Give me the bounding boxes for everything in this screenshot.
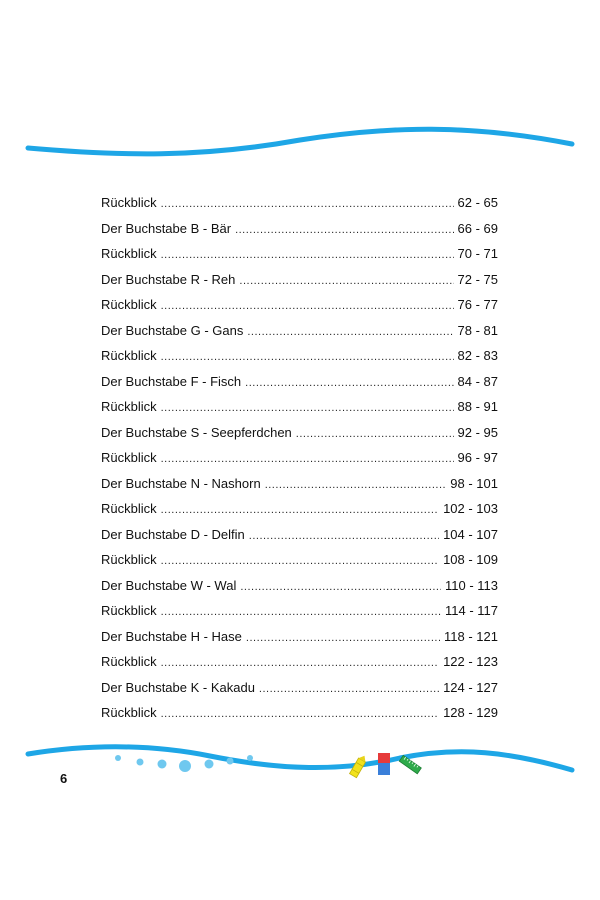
- toc-dot-leader: [265, 475, 447, 495]
- toc-entry: [101, 270, 498, 296]
- toc-entry-title: Rückblick: [101, 501, 157, 516]
- table-of-contents: [101, 193, 498, 729]
- toc-entry: [101, 346, 498, 372]
- toc-dot-leader: [161, 296, 454, 316]
- toc-dot-leader: [161, 245, 454, 265]
- toc-entry-pages: 122 - 123: [443, 654, 498, 669]
- toc-entry-pages: 92 - 95: [457, 424, 498, 440]
- toc-entry-pages: 124 - 127: [443, 679, 498, 695]
- toc-entry: [101, 678, 498, 704]
- toc-entry-pages: 72 - 75: [457, 271, 498, 287]
- toc-entry: [101, 525, 498, 551]
- toc-entry-pages: 102 - 103: [443, 501, 498, 516]
- toc-entry-pages: 62 - 65: [457, 195, 498, 210]
- toc-entry: [101, 601, 498, 627]
- toc-entry-title: Der Buchstabe S - Seepferdchen: [101, 424, 292, 440]
- page-number: 6: [60, 771, 68, 786]
- toc-entry: [101, 397, 498, 423]
- toc-entry-title: Der Buchstabe D - Delfin: [101, 526, 245, 542]
- toc-entry-pages: 118 - 121: [444, 628, 498, 644]
- toc-dot-leader: [239, 271, 453, 291]
- toc-entry-pages: 98 - 101: [450, 475, 498, 491]
- toc-entry-title: Rückblick: [101, 246, 157, 261]
- top-wave-decoration: [0, 118, 600, 168]
- toc-entry: [101, 423, 498, 449]
- bottom-wave-decoration: [0, 738, 600, 788]
- toc-dot-leader: [247, 322, 453, 342]
- toc-dot-leader: [161, 449, 454, 469]
- toc-entry: [101, 295, 498, 321]
- toc-entry: [101, 219, 498, 245]
- toc-dot-leader: [161, 500, 439, 520]
- toc-dot-leader: [245, 373, 453, 393]
- toc-entry: [101, 627, 498, 653]
- toc-entry-title: Rückblick: [101, 195, 157, 210]
- toc-dot-leader: [161, 551, 439, 571]
- toc-dot-leader: [240, 577, 441, 597]
- toc-entry-pages: 128 - 129: [443, 705, 498, 720]
- toc-dot-leader: [161, 398, 454, 418]
- toc-entry-pages: 78 - 81: [457, 322, 498, 338]
- toc-dot-leader: [296, 424, 454, 444]
- toc-entry: [101, 550, 498, 576]
- toc-entry-pages: 70 - 71: [457, 246, 498, 261]
- toc-entry-title: Der Buchstabe W - Wal: [101, 577, 237, 593]
- toc-dot-leader: [235, 220, 453, 240]
- toc-entry: [101, 448, 498, 474]
- bubbles-decoration-icon: [110, 748, 260, 778]
- toc-entry-title: Rückblick: [101, 297, 157, 312]
- toc-entry-pages: 76 - 77: [457, 297, 498, 312]
- toc-entry: [101, 244, 498, 270]
- toc-dot-leader: [259, 679, 439, 699]
- toc-entry-title: Rückblick: [101, 450, 157, 465]
- toc-dot-leader: [246, 628, 440, 648]
- toc-entry: [101, 193, 498, 219]
- toc-entry-pages: 104 - 107: [443, 526, 498, 542]
- toc-entry: [101, 474, 498, 500]
- toc-dot-leader: [161, 704, 439, 724]
- toc-entry-title: Der Buchstabe R - Reh: [101, 271, 236, 287]
- toc-entry-pages: 114 - 117: [444, 603, 498, 618]
- toc-entry: [101, 321, 498, 347]
- toc-entry-pages: 84 - 87: [457, 373, 498, 389]
- toc-entry-title: Rückblick: [101, 654, 157, 669]
- toc-entry-pages: 108 - 109: [443, 552, 498, 567]
- toc-dot-leader: [161, 194, 454, 214]
- toc-entry-pages: 82 - 83: [457, 348, 498, 363]
- toc-entry-title: Rückblick: [101, 705, 157, 720]
- toc-entry: [101, 499, 498, 525]
- toc-entry: [101, 652, 498, 678]
- toc-dot-leader: [161, 602, 441, 622]
- eraser-icon: [377, 752, 391, 776]
- toc-entry-title: Der Buchstabe N - Nashorn: [101, 475, 261, 491]
- toc-entry-title: Der Buchstabe F - Fisch: [101, 373, 242, 389]
- toc-dot-leader: [161, 347, 454, 367]
- crayon-icon: [346, 754, 370, 780]
- toc-entry-title: Der Buchstabe B - Bär: [101, 220, 232, 236]
- toc-entry-pages: 88 - 91: [457, 399, 498, 414]
- toc-entry: [101, 576, 498, 602]
- toc-entry-title: Rückblick: [101, 348, 157, 363]
- toc-entry-pages: 96 - 97: [457, 450, 498, 465]
- toc-entry-title: Der Buchstabe G - Gans: [101, 322, 244, 338]
- toc-entry-title: Rückblick: [101, 399, 157, 414]
- toc-entry: [101, 372, 498, 398]
- toc-entry-pages: 110 - 113: [444, 577, 498, 593]
- toc-dot-leader: [249, 526, 439, 546]
- toc-entry-title: Der Buchstabe H - Hase: [101, 628, 242, 644]
- toc-entry-pages: 66 - 69: [457, 220, 498, 236]
- toc-dot-leader: [161, 653, 439, 673]
- ruler-icon: [398, 752, 422, 778]
- toc-entry-title: Der Buchstabe K - Kakadu: [101, 679, 255, 695]
- toc-entry-title: Rückblick: [101, 603, 157, 618]
- toc-entry-title: Rückblick: [101, 552, 157, 567]
- toc-entry: [101, 703, 498, 729]
